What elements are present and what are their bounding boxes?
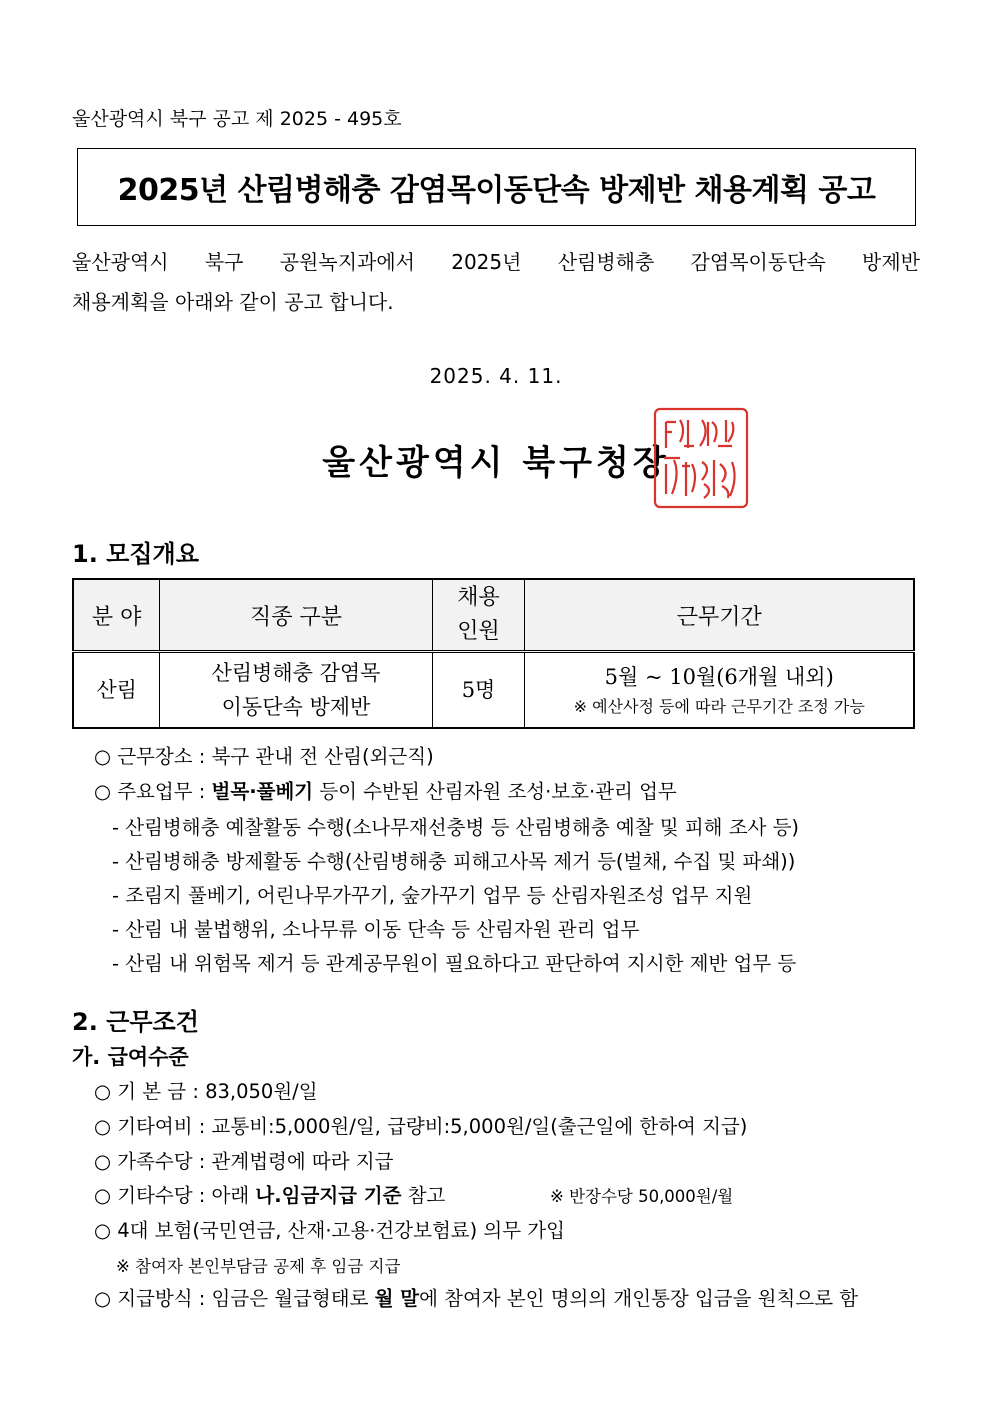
cell-job-line-2: 이동단속 방제반 (221, 695, 371, 719)
other-allowance (94, 1180, 445, 1208)
notice-date: 2025. 4. 11. (429, 364, 563, 388)
other-expenses: ○ 기타여비 : 교통비:5,000원/일, 급량비:5,000원/일(출근일에 한하여 지급) (94, 1115, 748, 1138)
payment-prefix: ○ 지급방식 : 임금은 월급형태로 (94, 1287, 375, 1310)
duty-item: - 산림병해충 방제활동 수행(산림병해충 피해고사목 제거 등(벌채, 수집 및 파쇄)) (112, 850, 796, 873)
header-count-line-2: 인원 (457, 619, 500, 644)
payment-bold: 월 말 (374, 1287, 420, 1310)
table-header-row (73, 579, 914, 652)
header-count (432, 579, 525, 652)
header-field: 분 야 (73, 579, 160, 652)
cell-job-line-1: 산림병해충 감염목 (211, 661, 381, 685)
main-duties-bold: 벌목·풀베기 (211, 780, 314, 803)
family-allowance: ○ 가족수당 : 관계법령에 따라 지급 (94, 1150, 394, 1173)
cell-period (525, 652, 914, 729)
duty-item: - 산림 내 위험목 제거 등 관계공무원이 필요하다고 판단하여 지시한 제반 업무 등 (112, 952, 797, 975)
intro-line-1: 울산광역시 북구 공원녹지과에서 2025년 산림병해충 감염목이동단속 방제반 (72, 250, 920, 274)
workplace: ○ 근무장소 : 북구 관내 전 산림(외근직) (94, 745, 434, 768)
other-allowance-prefix: ○ 기타수당 : 아래 (94, 1184, 256, 1207)
table-row (73, 652, 914, 729)
other-allowance-suffix: 참고 (401, 1184, 446, 1207)
official-seal-icon (652, 406, 750, 510)
header-period: 근무기간 (525, 579, 914, 652)
main-duties-suffix: 등이 수반된 산림자원 조성·보호·관리 업무 (313, 780, 677, 803)
insurance: ○ 4대 보험(국민연금, 산재·고용·건강보험료) 의무 가입 (94, 1219, 565, 1242)
section-2-title: 2. 근무조건 (72, 1008, 199, 1036)
notice-number: 울산광역시 북구 공고 제 2025 - 495호 (72, 108, 402, 130)
duty-item: - 산림 내 불법행위, 소나무류 이동 단속 등 산림자원 관리 업무 (112, 918, 640, 941)
leader-allowance: ※ 반장수당 50,000원/월 (550, 1187, 734, 1206)
cell-period-main: 5월 ~ 10월(6개월 내외) (604, 665, 834, 689)
issuer: 울산광역시 북구청장 (322, 443, 670, 483)
recruitment-table (72, 578, 915, 729)
page-title: 2025년 산림병해충 감염목이동단속 방제반 채용계획 공고 (117, 173, 876, 208)
header-job: 직종 구분 (160, 579, 432, 652)
payment-suffix: 에 참여자 본인 명의의 개인통장 입금을 원칙으로 함 (419, 1287, 859, 1310)
payment-method (94, 1283, 858, 1311)
main-duties-prefix: ○ 주요업무 : (94, 780, 212, 803)
cell-field: 산림 (73, 652, 160, 729)
cell-count: 5명 (432, 652, 525, 729)
header-count-line-1: 채용 (457, 585, 500, 610)
insurance-note: ※ 참여자 본인부담금 공제 후 임금 지급 (116, 1257, 401, 1276)
duty-item: - 조림지 풀베기, 어린나무가꾸기, 숲가꾸기 업무 등 산림자원조성 업무 지원 (112, 884, 753, 907)
subsection-a-title: 가. 급여수준 (72, 1045, 189, 1069)
duty-item: - 산림병해충 예찰활동 수행(소나무재선충병 등 산림병해충 예찰 및 피해 조사 등) (112, 816, 800, 839)
cell-period-note: ※ 예산사정 등에 따라 근무기간 조정 가능 (573, 697, 865, 716)
cell-job (160, 652, 432, 729)
intro-line-2: 채용계획을 아래와 같이 공고 합니다. (72, 290, 394, 314)
main-duties (94, 776, 677, 804)
section-1-title: 1. 모집개요 (72, 540, 199, 568)
base-pay: ○ 기 본 금 : 83,050원/일 (94, 1080, 318, 1103)
other-allowance-bold: 나.임금지급 기준 (255, 1184, 402, 1207)
